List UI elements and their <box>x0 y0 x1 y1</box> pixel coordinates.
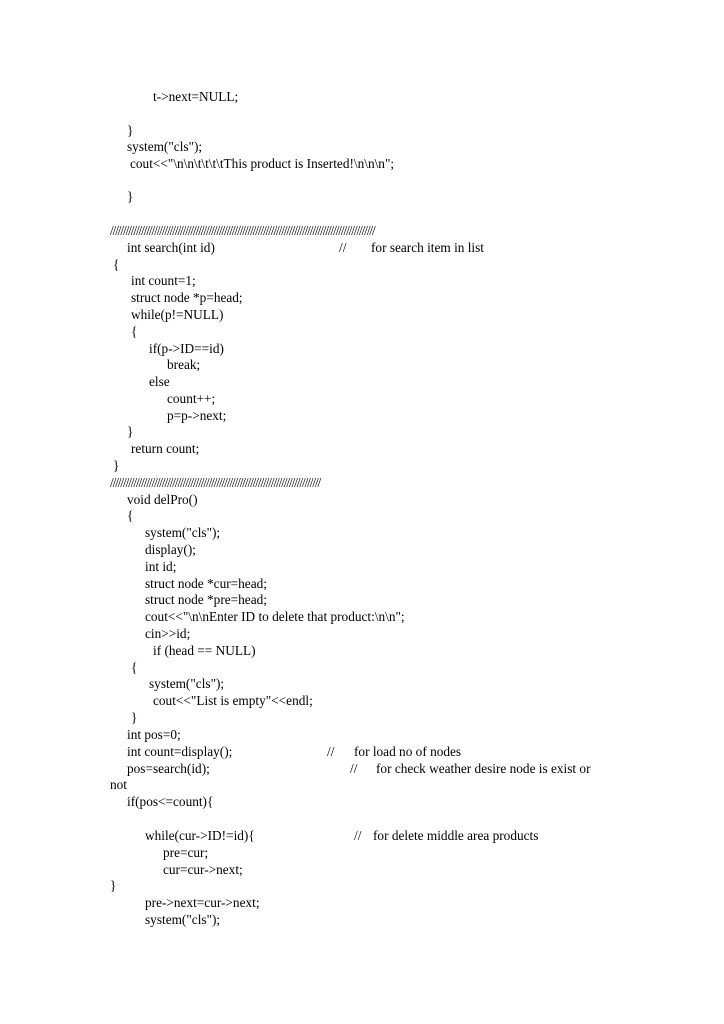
code-line: while(p!=NULL) <box>131 307 224 322</box>
code-line: if(p->ID==id) <box>149 341 224 356</box>
code-line: if (head == NULL) <box>153 643 256 658</box>
code-line: cin>>id; <box>145 626 191 641</box>
code-line: break; <box>167 357 201 372</box>
code-line: pos=search(id); <box>127 761 210 776</box>
code-line: while(cur->ID!=id){ <box>145 828 255 843</box>
code-comment: for check weather desire node is exist or <box>376 761 591 776</box>
code-line: int count=1; <box>131 273 196 288</box>
code-line: count++; <box>167 391 216 406</box>
code-comment-wrap: not <box>110 777 127 792</box>
code-line: system("cls"); <box>149 676 225 691</box>
code-line: cout<<"List is empty"<<endl; <box>153 693 313 708</box>
code-line: else <box>149 374 170 389</box>
code-line: system("cls"); <box>145 525 221 540</box>
code-line: int count=display(); <box>127 744 233 759</box>
code-comment: for load no of nodes <box>354 744 462 759</box>
code-line: struct node *p=head; <box>131 290 243 305</box>
code-line: return count; <box>131 441 200 456</box>
comment-marker: // <box>350 761 358 776</box>
code-line: } <box>110 878 117 893</box>
code-line: system("cls"); <box>127 139 203 154</box>
code-comment: for search item in list <box>371 240 484 255</box>
code-line: void delPro() <box>127 492 198 507</box>
code-line: if(pos<=count){ <box>127 794 214 809</box>
code-line: { <box>131 324 138 339</box>
code-line: { <box>113 257 120 272</box>
separator-comment: ///////////////////////////////////////////////////////////////////////////////// <box>110 475 321 490</box>
code-line: } <box>127 424 134 439</box>
code-line: cout<<"\n\nEnter ID to delete that product:\n\n"; <box>145 609 405 624</box>
code-line: cur=cur->next; <box>163 862 243 877</box>
comment-marker: // <box>327 744 335 759</box>
code-line: int search(int id) <box>127 240 215 255</box>
code-line: } <box>113 458 120 473</box>
code-line: struct node *cur=head; <box>145 576 267 591</box>
code-line: p=p->next; <box>167 408 227 423</box>
code-line: { <box>127 508 134 523</box>
code-line: { <box>131 660 138 675</box>
code-line: pre=cur; <box>163 845 209 860</box>
code-line: } <box>131 710 138 725</box>
code-line: display(); <box>145 542 196 557</box>
code-line: } <box>127 123 134 138</box>
comment-marker: // <box>354 828 362 843</box>
code-line: pre->next=cur->next; <box>145 895 260 910</box>
code-comment: for delete middle area products <box>373 828 539 843</box>
code-line: cout<<"\n\n\t\t\t\tThis product is Inserted!\n\n\n"; <box>130 156 395 171</box>
code-line: struct node *pre=head; <box>145 592 267 607</box>
code-line: } <box>127 189 134 204</box>
separator-comment: ////////////////////////////////////////////////////////////////////////////////////////////////////// <box>110 223 375 238</box>
code-line: t->next=NULL; <box>153 89 239 104</box>
code-line: system("cls"); <box>145 912 221 927</box>
comment-marker: // <box>339 240 347 255</box>
code-line: int id; <box>145 559 177 574</box>
code-line: int pos=0; <box>127 727 181 742</box>
